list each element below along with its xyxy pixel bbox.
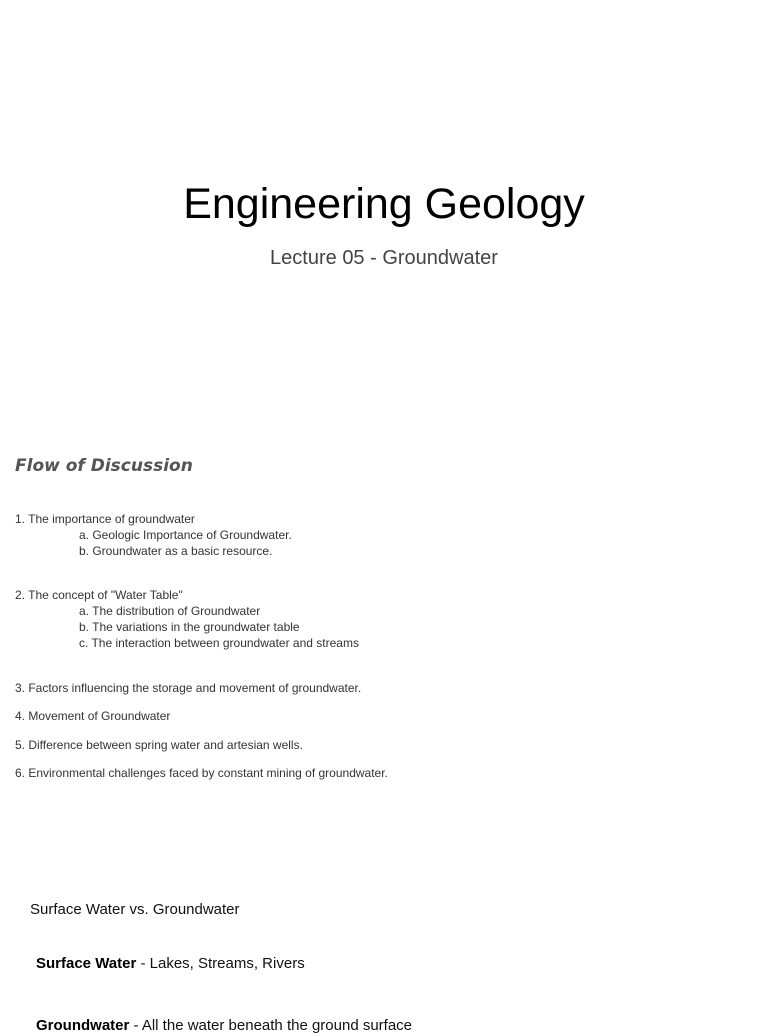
page-subtitle: Lecture 05 - Groundwater	[270, 247, 498, 269]
outline-subitem-2c: c. The interaction between groundwater and streams	[79, 636, 359, 650]
section-heading-comparison: Surface Water vs. Groundwater	[30, 901, 240, 918]
outline-item-5: 5. Difference between spring water and artesian wells.	[15, 738, 303, 752]
outline-item-3: 3. Factors influencing the storage and movement of groundwater.	[15, 681, 362, 695]
outline-item-1: 1. The importance of groundwater	[15, 512, 195, 526]
term-surface-water: Surface Water	[36, 955, 137, 972]
term-groundwater: Groundwater	[36, 1017, 130, 1034]
outline-item-4: 4. Movement of Groundwater	[15, 709, 171, 723]
outline-subitem-2a: a. The distribution of Groundwater	[79, 604, 261, 618]
definition-surface-water	[36, 954, 305, 974]
section-heading-flow: Flow of Discussion	[15, 456, 193, 476]
page-title: Engineering Geology	[183, 180, 585, 228]
definition-groundwater-text: - All the water beneath the ground surface	[129, 1017, 413, 1034]
outline-subitem-1a: a. Geologic Importance of Groundwater.	[79, 528, 292, 542]
outline-subitem-2b: b. The variations in the groundwater table	[79, 620, 300, 634]
definition-surface-water-text: - Lakes, Streams, Rivers	[136, 955, 305, 972]
definition-groundwater	[36, 1016, 412, 1036]
outline-item-2: 2. The concept of "Water Table"	[15, 588, 183, 602]
outline-subitem-1b: b. Groundwater as a basic resource.	[79, 544, 273, 558]
outline-item-6: 6. Environmental challenges faced by constant mining of groundwater.	[15, 766, 388, 780]
